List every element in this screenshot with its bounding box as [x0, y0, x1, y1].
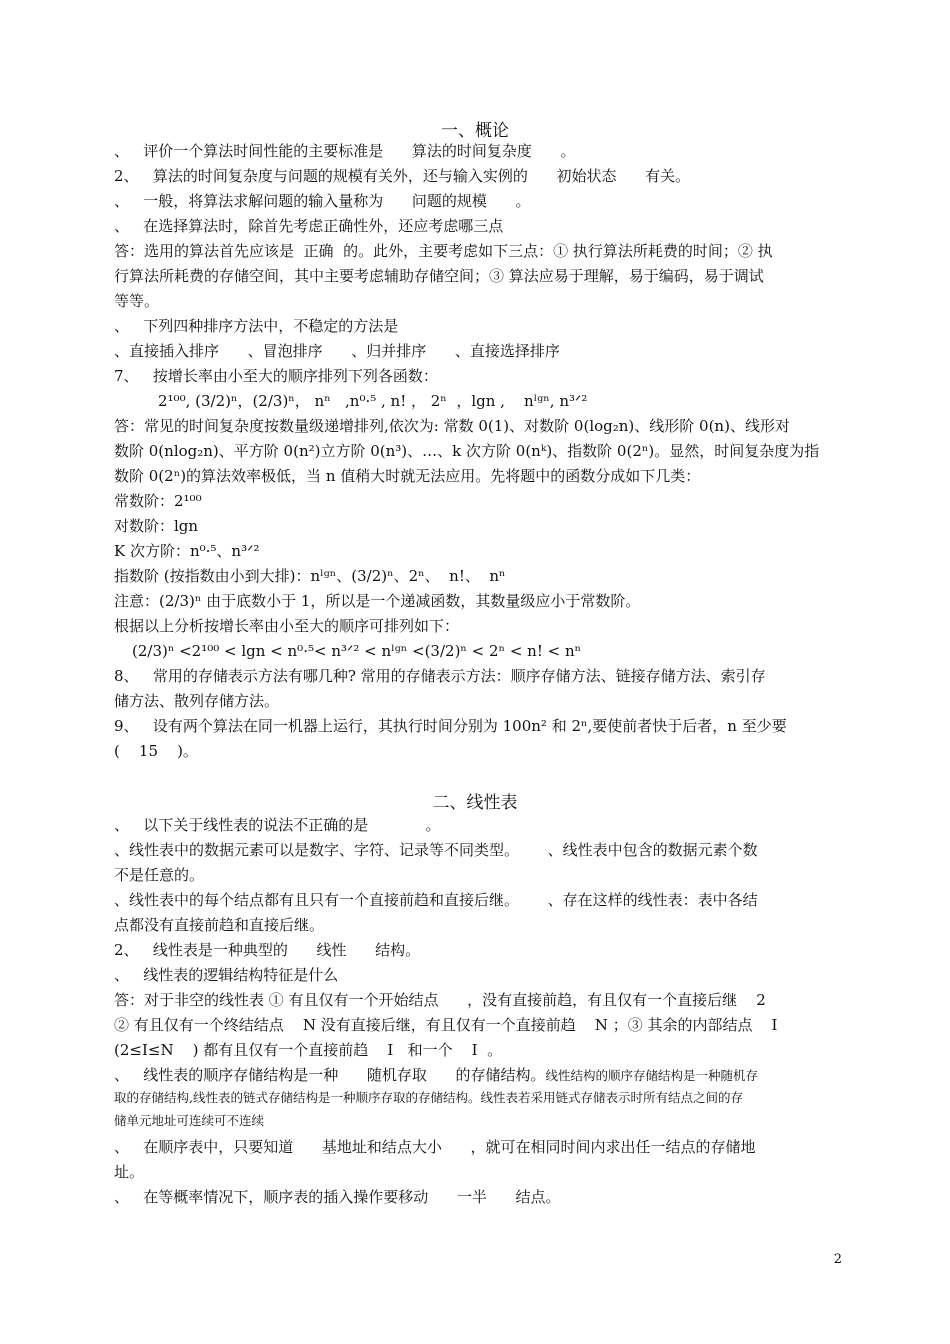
- q3-text: 、 一般，将算法求解问题的输入量称为 问题的规模 。: [114, 192, 531, 210]
- s2-q1-option-c: 、线性表中的每个结点都有且只有一个直接前趋和直接后继。 、存在这样的线性表：表中各结: [114, 891, 758, 909]
- q7-function-list: 2¹⁰⁰, (3/2)ⁿ，(2/3)ⁿ， nⁿ ,n⁰·⁵ , n! ， 2ⁿ ，lgn , nˡᵍⁿ, n³ᐟ²: [158, 392, 588, 410]
- q8-line2: 储方法、散列存储方法。: [114, 692, 280, 710]
- log-order: 对数阶：lgn: [114, 517, 199, 535]
- s2-answer3-line2: ② 有且仅有一个终结结点 N 没有直接后继，有且仅有一个直接前趋 N ；③ 其余的内部结点 I: [114, 1016, 778, 1034]
- s2-q4-line1: [114, 1065, 758, 1086]
- s2-q5-line2: 址。: [114, 1163, 145, 1181]
- s2-q6-text: 、 在等概率情况下，顺序表的插入操作要移动 一半 结点。: [114, 1188, 561, 1206]
- q8-line1: 8、 常用的存储表示方法有哪几种? 常用的存储表示方法：顺序存储方法、链接存储方法、索引存: [114, 667, 766, 685]
- q7-text: 7、 按增长率由小至大的顺序排列下列各函数：: [114, 367, 438, 385]
- s2-q1-option-a-cont: 不是任意的。: [114, 866, 205, 884]
- answer4-line3: 等等。: [114, 292, 160, 310]
- answer7-line1: 答：常见的时间复杂度按数量级递增排列,依次为: 常数 0(1)、对数阶 0(log₂n)、线形阶 0(n)、线形对: [114, 417, 790, 435]
- s2-q4-note-line3: 储单元地址可连续可不连续: [114, 1113, 265, 1128]
- q5-text: 、 下列四种排序方法中，不稳定的方法是: [114, 317, 399, 335]
- q9-line1: 9、 设有两个算法在同一机器上运行，其执行时间分别为 100n² 和 2ⁿ,要使前者快于后者，n 至少要: [114, 717, 787, 735]
- s2-q4-note-line2: 取的存储结构,线性表的链式存储结构是一种顺序存取的存储结构。线性表若采用链式存储表示时所有结点之间的存: [114, 1090, 743, 1105]
- s2-q4-main: 、 线性表的顺序存储结构是一种 随机存取 的存储结构。: [114, 1066, 546, 1084]
- q4-text: 、 在选择算法时，除首先考虑正确性外，还应考虑哪三点: [114, 217, 504, 235]
- answer4-line1: 答：选用的算法首先应该是 正确 的。此外，主要考虑如下三点：① 执行算法所耗费的时间；② 执: [114, 242, 773, 260]
- s2-q4-note: 线性结构的顺序存储结构是一种随机存: [545, 1068, 759, 1083]
- exponential-order: 指数阶 (按指数由小到大排)：nˡᵍⁿ、(3/2)ⁿ、2ⁿ、 n!、 nⁿ: [114, 567, 506, 585]
- s2-q5-line1: 、 在顺序表中，只要知道 基地址和结点大小 ，就可在相同时间内求出任一结点的存储地: [114, 1138, 756, 1156]
- s2-q2-text: 2、 线性表是一种典型的 线性 结构。: [114, 941, 421, 959]
- section-title-overview: 一、概论: [441, 121, 509, 141]
- q5-options: 、直接插入排序 、冒泡排序 、归并排序 、直接选择排序: [114, 342, 560, 360]
- s2-q1-option-c-cont: 点都没有直接前趋和直接后继。: [114, 916, 325, 934]
- s2-q3-text: 、 线性表的逻辑结构特征是什么: [114, 966, 339, 984]
- section-title-linear-list: 二、线性表: [432, 793, 518, 813]
- growth-order: (2/3)ⁿ <2¹⁰⁰ < lgn < n⁰·⁵< n³ᐟ² < nˡᵍⁿ <(3/2)ⁿ < 2ⁿ < n! < nⁿ: [132, 642, 582, 660]
- note-text: 注意：(2/3)ⁿ 由于底数小于 1，所以是一个递减函数，其数量级应小于常数阶。: [114, 592, 641, 610]
- s2-answer3-line3: (2≤I≤N ) 都有且仅有一个直接前趋 I 和一个 I 。: [114, 1041, 503, 1059]
- s2-answer3-line1: 答：对于非空的线性表 ① 有且仅有一个开始结点 ，没有直接前趋，有且仅有一个直接后继 2: [114, 991, 766, 1009]
- page-number: 2: [833, 1252, 842, 1267]
- q9-line2: ( 15 )。: [114, 742, 198, 760]
- order-intro: 根据以上分析按增长率由小至大的顺序可排列如下：: [114, 617, 460, 635]
- s2-q1-text: 、 以下关于线性表的说法不正确的是 。: [114, 816, 441, 834]
- q2-text: 2、 算法的时间复杂度与问题的规模有关外，还与输入实例的 初始状态 有关。: [114, 167, 691, 185]
- q1-text: 、 评价一个算法时间性能的主要标准是 算法的时间复杂度 。: [114, 142, 576, 160]
- answer4-line2: 行算法所耗费的存储空间，其中主要考虑辅助存储空间；③ 算法应易于理解，易于编码，易于调试: [114, 267, 764, 285]
- constant-order: 常数阶：2¹⁰⁰: [114, 492, 202, 510]
- k-power-order: K 次方阶：n⁰·⁵、n³ᐟ²: [114, 542, 260, 560]
- answer7-line3: 数阶 0(2ⁿ)的算法效率极低，当 n 值稍大时就无法应用。先将题中的函数分成如下几类：: [114, 467, 701, 485]
- s2-q1-option-a: 、线性表中的数据元素可以是数字、字符、记录等不同类型。 、线性表中包含的数据元素个数: [114, 841, 758, 859]
- answer7-line2: 数阶 0(nlog₂n)、平方阶 0(n²)立方阶 0(n³)、…、k 次方阶 0(nᵏ)、指数阶 0(2ⁿ)。显然，时间复杂度为指: [114, 442, 820, 460]
